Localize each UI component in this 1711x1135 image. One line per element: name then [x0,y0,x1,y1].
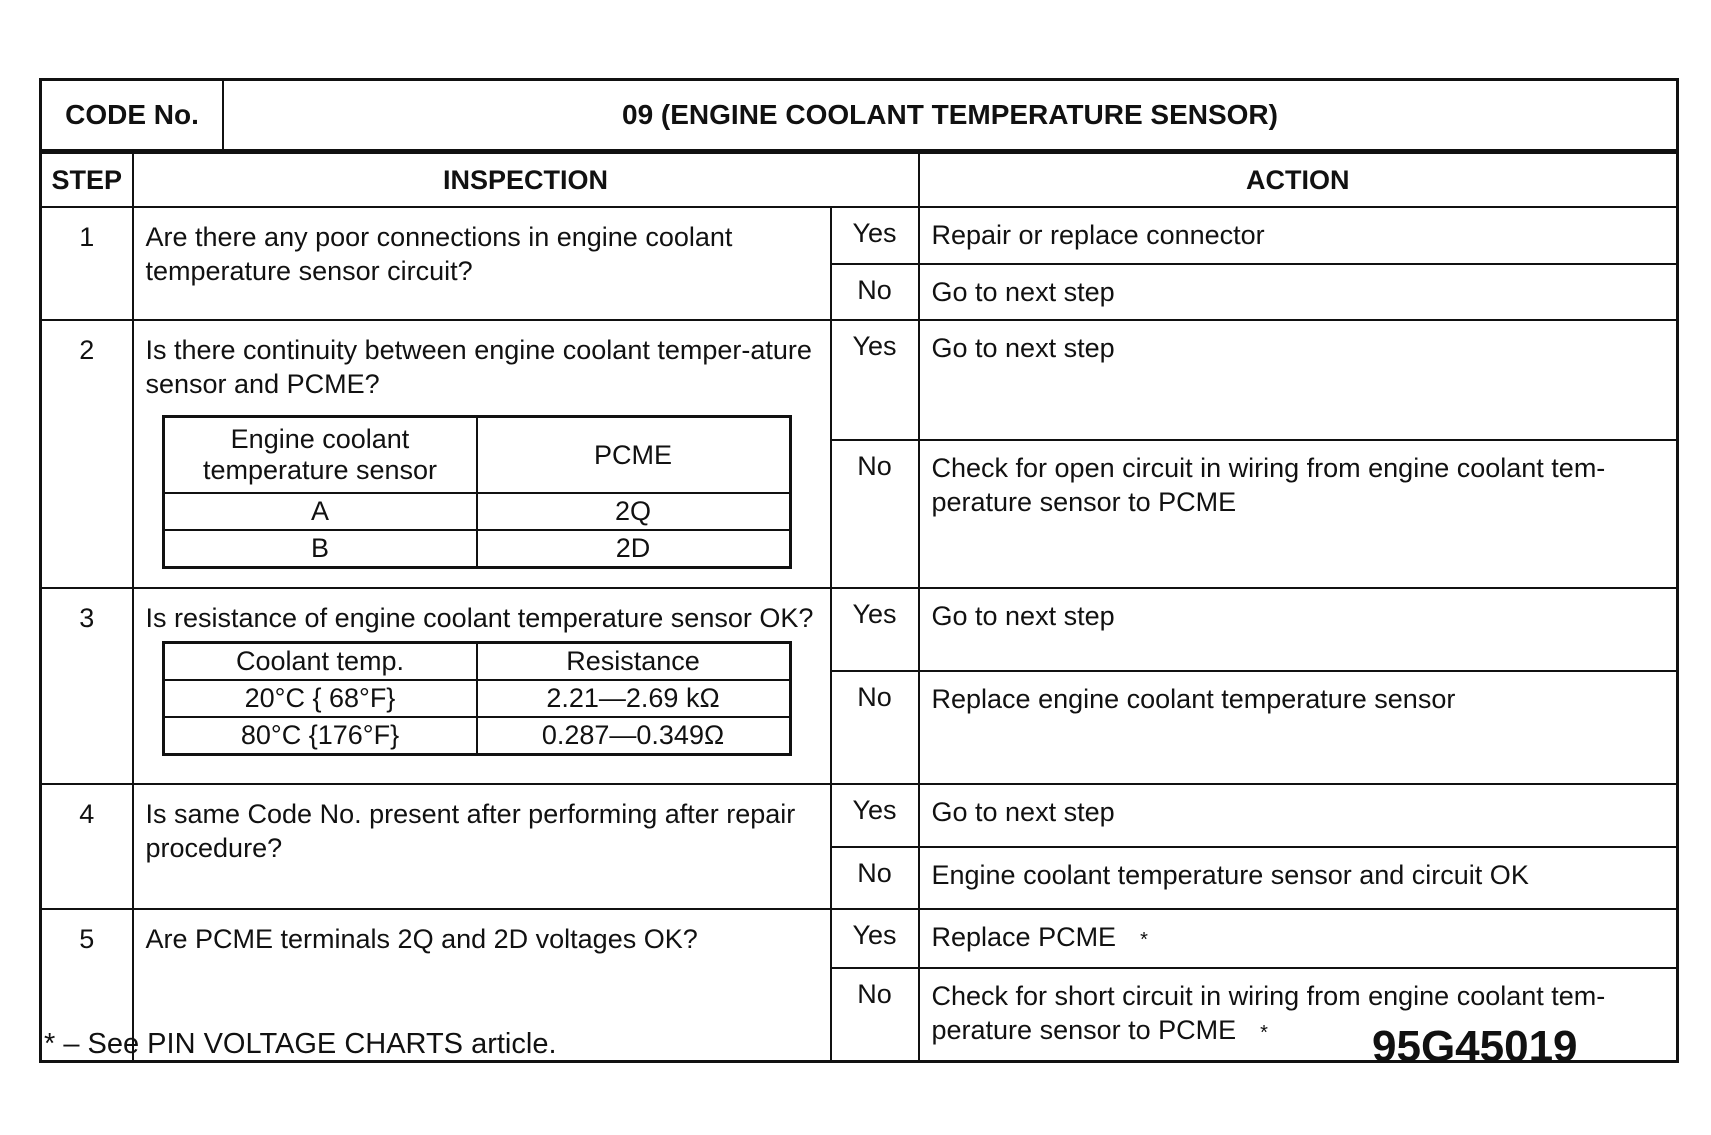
inspection-text: Is there continuity between engine coolant temper-ature sensor and PCME? [145,335,812,399]
no-label: No [831,847,919,910]
step-number: 4 [41,784,133,909]
step-5-yes-row [41,909,1678,968]
footnote: * – See PIN VOLTAGE CHARTS article. [44,1028,557,1060]
resistance-table [162,641,792,756]
subtable-cell: A [163,493,477,530]
inspection-table [39,151,1679,1063]
step-4-yes-row [41,784,1678,847]
step-number: 3 [41,588,133,784]
yes-action: Go to next step [919,320,1678,440]
no-label: No [831,440,919,588]
step-1-yes-row [41,207,1678,264]
subtable-cell: B [163,530,477,568]
yes-label: Yes [831,207,919,264]
step-column-header: STEP [41,153,133,208]
yes-label: Yes [831,909,919,968]
no-action: Check for open circuit in wiring from engine coolant tem-perature sensor to PCME [919,440,1678,588]
yes-action: Go to next step [919,588,1678,671]
step-number: 2 [41,320,133,588]
diagnostic-chart [39,78,1679,1063]
subtable-header: Engine coolant temperature sensor [163,417,477,494]
yes-action: Replace PCME [931,922,1117,952]
subtable-header: Resistance [477,643,791,681]
no-label: No [831,671,919,784]
action-column-header: ACTION [919,153,1678,208]
inspection-text: Are there any poor connections in engine coolant temperature sensor circuit? [133,207,831,320]
inspection-column-header: INSPECTION [133,153,919,208]
inspection-cell [133,320,831,588]
yes-label: Yes [831,320,919,440]
inspection-text: Is same Code No. present after performing after repair procedure? [133,784,831,909]
subtable-cell: 2.21—2.69 kΩ [477,680,791,717]
continuity-table [162,415,792,569]
code-title: 09 (ENGINE COOLANT TEMPERATURE SENSOR) [223,80,1678,151]
yes-action: Go to next step [919,784,1678,847]
subtable-cell: 0.287—0.349Ω [477,717,791,755]
step-2-yes-row [41,320,1678,440]
inspection-cell [133,588,831,784]
no-action: Engine coolant temperature sensor and circuit OK [919,847,1678,910]
step-number: 1 [41,207,133,320]
subtable-header: Coolant temp. [163,643,477,681]
inspection-text: Is resistance of engine coolant temperature sensor OK? [145,603,814,633]
step-number: 5 [41,909,133,1062]
inspection-text: Are PCME terminals 2Q and 2D voltages OK? [133,909,831,1062]
subtable-cell: 2Q [477,493,791,530]
no-action: Check for short circuit in wiring from engine coolant tem-perature sensor to PCME [931,981,1606,1045]
code-label: CODE No. [41,80,224,151]
subtable-header: PCME [477,417,791,494]
step-3-yes-row [41,588,1678,671]
no-label: No [831,264,919,321]
no-action: Go to next step [919,264,1678,321]
column-header-row [41,153,1678,208]
yes-label: Yes [831,588,919,671]
subtable-cell: 20°C { 68°F} [163,680,477,717]
code-header [39,78,1679,151]
yes-action-cell [919,909,1678,968]
no-action: Replace engine coolant temperature sensor [919,671,1678,784]
yes-action: Repair or replace connector [919,207,1678,264]
subtable-cell: 80°C {176°F} [163,717,477,755]
asterisk-marker: * [1260,1022,1268,1044]
no-label: No [831,968,919,1062]
yes-label: Yes [831,784,919,847]
asterisk-marker: * [1140,929,1148,951]
subtable-cell: 2D [477,530,791,568]
figure-id: 95G45019 [1372,1022,1578,1071]
